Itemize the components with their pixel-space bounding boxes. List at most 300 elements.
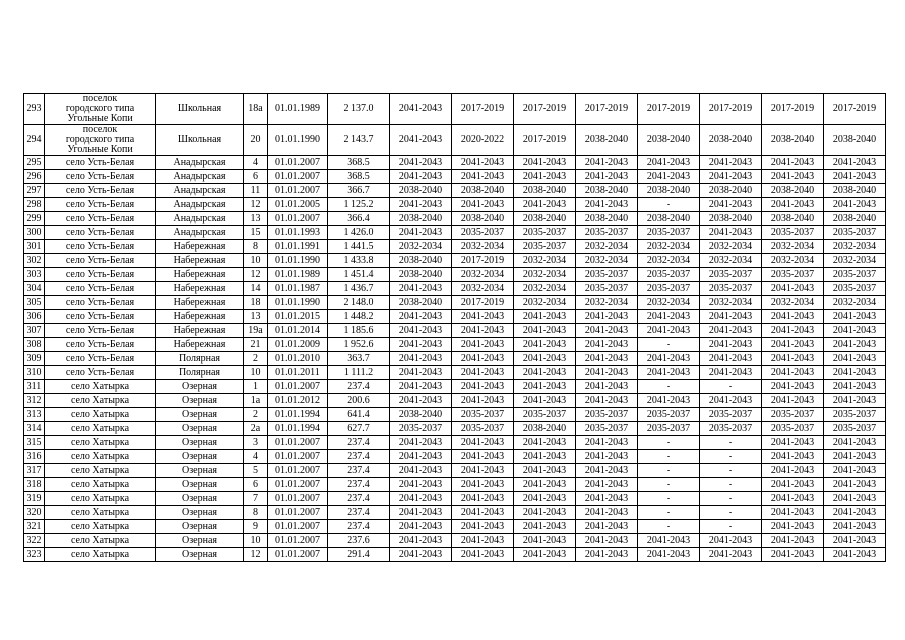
period-4-cell: 2041-2043 (576, 478, 638, 492)
commission-date-cell: 01.01.2009 (268, 338, 328, 352)
row-number-cell: 317 (24, 464, 45, 478)
table-row (24, 240, 886, 254)
period-6-cell: - (700, 506, 762, 520)
row-number-cell: 304 (24, 282, 45, 296)
area-cell: 237.4 (328, 492, 390, 506)
period-7-cell: 2041-2043 (762, 464, 824, 478)
locality-cell: село Усть-Белая (45, 338, 156, 352)
house-number-cell: 7 (244, 492, 268, 506)
period-4-cell: 2035-2037 (576, 268, 638, 282)
period-6-cell: 2041-2043 (700, 338, 762, 352)
row-number-cell: 323 (24, 548, 45, 562)
period-4-cell: 2041-2043 (576, 310, 638, 324)
period-3-cell: 2041-2043 (514, 352, 576, 366)
area-cell: 1 448.2 (328, 310, 390, 324)
table-row (24, 94, 886, 125)
row-number-cell: 294 (24, 125, 45, 156)
commission-date-cell: 01.01.2007 (268, 492, 328, 506)
period-7-cell: 2041-2043 (762, 492, 824, 506)
table-row (24, 268, 886, 282)
period-3-cell: 2041-2043 (514, 492, 576, 506)
period-2-cell: 2041-2043 (452, 198, 514, 212)
period-5-cell: - (638, 198, 700, 212)
street-cell: Озерная (156, 464, 244, 478)
period-8-cell: 2041-2043 (824, 170, 886, 184)
period-5-cell: - (638, 492, 700, 506)
period-5-cell: - (638, 478, 700, 492)
area-cell: 363.7 (328, 352, 390, 366)
period-8-cell: 2032-2034 (824, 240, 886, 254)
period-4-cell: 2041-2043 (576, 352, 638, 366)
period-4-cell: 2041-2043 (576, 198, 638, 212)
period-8-cell: 2041-2043 (824, 352, 886, 366)
period-3-cell: 2035-2037 (514, 226, 576, 240)
street-cell: Набережная (156, 310, 244, 324)
period-3-cell: 2041-2043 (514, 338, 576, 352)
period-7-cell: 2041-2043 (762, 506, 824, 520)
table-row (24, 125, 886, 156)
street-cell: Анадырская (156, 170, 244, 184)
period-8-cell: 2017-2019 (824, 94, 886, 125)
period-5-cell: 2035-2037 (638, 282, 700, 296)
table-row (24, 478, 886, 492)
house-number-cell: 18 (244, 296, 268, 310)
period-3-cell: 2041-2043 (514, 534, 576, 548)
house-number-cell: 11 (244, 184, 268, 198)
locality-cell: село Усть-Белая (45, 198, 156, 212)
house-number-cell: 12 (244, 198, 268, 212)
street-cell: Набережная (156, 338, 244, 352)
period-8-cell: 2041-2043 (824, 506, 886, 520)
row-number-cell: 302 (24, 254, 45, 268)
locality-cell: село Хатырка (45, 408, 156, 422)
house-number-cell: 21 (244, 338, 268, 352)
period-5-cell: 2041-2043 (638, 170, 700, 184)
locality-cell: село Усть-Белая (45, 170, 156, 184)
period-2-cell: 2041-2043 (452, 366, 514, 380)
period-7-cell: 2035-2037 (762, 422, 824, 436)
locality-cell: село Хатырка (45, 548, 156, 562)
period-2-cell: 2017-2019 (452, 94, 514, 125)
locality-cell: село Усть-Белая (45, 254, 156, 268)
commission-date-cell: 01.01.2014 (268, 324, 328, 338)
commission-date-cell: 01.01.2007 (268, 450, 328, 464)
period-8-cell: 2035-2037 (824, 422, 886, 436)
period-6-cell: 2041-2043 (700, 548, 762, 562)
street-cell: Озерная (156, 450, 244, 464)
period-4-cell: 2041-2043 (576, 366, 638, 380)
period-1-cell: 2041-2043 (390, 380, 452, 394)
period-3-cell: 2038-2040 (514, 422, 576, 436)
commission-date-cell: 01.01.2010 (268, 352, 328, 366)
house-number-cell: 8 (244, 240, 268, 254)
row-number-cell: 308 (24, 338, 45, 352)
commission-date-cell: 01.01.1987 (268, 282, 328, 296)
house-number-cell: 4 (244, 156, 268, 170)
period-5-cell: 2038-2040 (638, 212, 700, 226)
row-number-cell: 295 (24, 156, 45, 170)
locality-cell: село Усть-Белая (45, 184, 156, 198)
table-row (24, 450, 886, 464)
table-row (24, 394, 886, 408)
period-2-cell: 2041-2043 (452, 380, 514, 394)
commission-date-cell: 01.01.2007 (268, 212, 328, 226)
period-6-cell: 2041-2043 (700, 156, 762, 170)
locality-cell: село Хатырка (45, 492, 156, 506)
house-number-cell: 2 (244, 408, 268, 422)
period-3-cell: 2035-2037 (514, 408, 576, 422)
period-7-cell: 2041-2043 (762, 198, 824, 212)
street-cell: Школьная (156, 125, 244, 156)
period-7-cell: 2041-2043 (762, 170, 824, 184)
period-1-cell: 2041-2043 (390, 366, 452, 380)
table-row (24, 254, 886, 268)
period-2-cell: 2041-2043 (452, 394, 514, 408)
house-number-cell: 8 (244, 506, 268, 520)
area-cell: 1 426.0 (328, 226, 390, 240)
row-number-cell: 322 (24, 534, 45, 548)
period-1-cell: 2041-2043 (390, 548, 452, 562)
period-7-cell: 2038-2040 (762, 184, 824, 198)
table-row (24, 520, 886, 534)
period-8-cell: 2032-2034 (824, 296, 886, 310)
period-5-cell: 2032-2034 (638, 240, 700, 254)
table-row (24, 296, 886, 310)
street-cell: Озерная (156, 548, 244, 562)
table-row (24, 548, 886, 562)
period-2-cell: 2020-2022 (452, 125, 514, 156)
period-3-cell: 2041-2043 (514, 324, 576, 338)
period-7-cell: 2017-2019 (762, 94, 824, 125)
house-number-cell: 2 (244, 352, 268, 366)
period-2-cell: 2035-2037 (452, 226, 514, 240)
period-6-cell: 2035-2037 (700, 282, 762, 296)
commission-date-cell: 01.01.2007 (268, 170, 328, 184)
period-5-cell: 2041-2043 (638, 548, 700, 562)
period-4-cell: 2041-2043 (576, 156, 638, 170)
house-number-cell: 15 (244, 226, 268, 240)
period-4-cell: 2035-2037 (576, 282, 638, 296)
period-3-cell: 2041-2043 (514, 394, 576, 408)
period-7-cell: 2041-2043 (762, 450, 824, 464)
commission-date-cell: 01.01.2007 (268, 156, 328, 170)
period-5-cell: - (638, 338, 700, 352)
period-5-cell: - (638, 464, 700, 478)
period-6-cell: 2035-2037 (700, 422, 762, 436)
period-8-cell: 2035-2037 (824, 226, 886, 240)
house-number-cell: 2а (244, 422, 268, 436)
row-number-cell: 305 (24, 296, 45, 310)
area-cell: 366.7 (328, 184, 390, 198)
table-row (24, 310, 886, 324)
table-row (24, 422, 886, 436)
period-5-cell: 2032-2034 (638, 254, 700, 268)
house-number-cell: 4 (244, 450, 268, 464)
street-cell: Озерная (156, 422, 244, 436)
period-1-cell: 2041-2043 (390, 394, 452, 408)
street-cell: Набережная (156, 282, 244, 296)
commission-date-cell: 01.01.2007 (268, 436, 328, 450)
area-cell: 368.5 (328, 170, 390, 184)
row-number-cell: 300 (24, 226, 45, 240)
period-7-cell: 2032-2034 (762, 254, 824, 268)
row-number-cell: 320 (24, 506, 45, 520)
period-6-cell: 2041-2043 (700, 534, 762, 548)
period-4-cell: 2041-2043 (576, 548, 638, 562)
locality-cell: село Усть-Белая (45, 226, 156, 240)
locality-line: поселок (82, 124, 118, 135)
period-3-cell: 2017-2019 (514, 94, 576, 125)
period-8-cell: 2041-2043 (824, 450, 886, 464)
locality-cell: село Хатырка (45, 534, 156, 548)
period-2-cell: 2041-2043 (452, 338, 514, 352)
period-1-cell: 2041-2043 (390, 338, 452, 352)
commission-date-cell: 01.01.2005 (268, 198, 328, 212)
period-5-cell: 2041-2043 (638, 534, 700, 548)
house-number-cell: 14 (244, 282, 268, 296)
area-cell: 2 143.7 (328, 125, 390, 156)
locality-cell: село Хатырка (45, 436, 156, 450)
period-2-cell: 2032-2034 (452, 282, 514, 296)
table-row (24, 212, 886, 226)
row-number-cell: 311 (24, 380, 45, 394)
period-7-cell: 2041-2043 (762, 324, 824, 338)
table-body (24, 94, 886, 562)
period-6-cell: 2041-2043 (700, 366, 762, 380)
row-number-cell: 303 (24, 268, 45, 282)
locality-cell: село Хатырка (45, 422, 156, 436)
period-1-cell: 2038-2040 (390, 268, 452, 282)
area-cell: 237.4 (328, 520, 390, 534)
period-7-cell: 2041-2043 (762, 548, 824, 562)
period-4-cell: 2041-2043 (576, 324, 638, 338)
period-6-cell: - (700, 520, 762, 534)
street-cell: Полярная (156, 352, 244, 366)
period-4-cell: 2035-2037 (576, 422, 638, 436)
period-4-cell: 2035-2037 (576, 408, 638, 422)
street-cell: Озерная (156, 478, 244, 492)
area-cell: 641.4 (328, 408, 390, 422)
row-number-cell: 315 (24, 436, 45, 450)
period-3-cell: 2041-2043 (514, 548, 576, 562)
period-6-cell: 2038-2040 (700, 125, 762, 156)
period-3-cell: 2038-2040 (514, 212, 576, 226)
period-1-cell: 2038-2040 (390, 296, 452, 310)
period-5-cell: - (638, 450, 700, 464)
street-cell: Озерная (156, 534, 244, 548)
period-1-cell: 2041-2043 (390, 156, 452, 170)
commission-date-cell: 01.01.1989 (268, 268, 328, 282)
period-2-cell: 2041-2043 (452, 506, 514, 520)
street-cell: Озерная (156, 520, 244, 534)
period-2-cell: 2038-2040 (452, 212, 514, 226)
period-1-cell: 2041-2043 (390, 324, 452, 338)
table-row (24, 226, 886, 240)
locality-cell: село Хатырка (45, 380, 156, 394)
area-cell: 237.4 (328, 464, 390, 478)
period-8-cell: 2041-2043 (824, 310, 886, 324)
locality-cell: село Хатырка (45, 506, 156, 520)
period-4-cell: 2041-2043 (576, 436, 638, 450)
period-3-cell: 2041-2043 (514, 478, 576, 492)
street-cell: Набережная (156, 296, 244, 310)
period-6-cell: 2041-2043 (700, 226, 762, 240)
house-number-cell: 12 (244, 548, 268, 562)
period-6-cell: - (700, 464, 762, 478)
housing-repair-schedule-table (23, 93, 886, 562)
locality-cell: село Хатырка (45, 478, 156, 492)
period-1-cell: 2041-2043 (390, 520, 452, 534)
period-3-cell: 2041-2043 (514, 506, 576, 520)
period-2-cell: 2041-2043 (452, 170, 514, 184)
period-3-cell: 2041-2043 (514, 366, 576, 380)
house-number-cell: 1 (244, 380, 268, 394)
area-cell: 1 451.4 (328, 268, 390, 282)
period-6-cell: 2017-2019 (700, 94, 762, 125)
row-number-cell: 309 (24, 352, 45, 366)
period-8-cell: 2041-2043 (824, 338, 886, 352)
period-4-cell: 2032-2034 (576, 240, 638, 254)
period-6-cell: 2032-2034 (700, 254, 762, 268)
period-5-cell: 2041-2043 (638, 352, 700, 366)
period-7-cell: 2041-2043 (762, 282, 824, 296)
locality-cell: село Усть-Белая (45, 240, 156, 254)
period-5-cell: - (638, 506, 700, 520)
area-cell: 237.4 (328, 450, 390, 464)
period-6-cell: 2032-2034 (700, 296, 762, 310)
period-4-cell: 2038-2040 (576, 125, 638, 156)
locality-cell: село Усть-Белая (45, 366, 156, 380)
row-number-cell: 296 (24, 170, 45, 184)
row-number-cell: 314 (24, 422, 45, 436)
row-number-cell: 318 (24, 478, 45, 492)
house-number-cell: 6 (244, 478, 268, 492)
period-4-cell: 2017-2019 (576, 94, 638, 125)
commission-date-cell: 01.01.2007 (268, 464, 328, 478)
commission-date-cell: 01.01.2007 (268, 534, 328, 548)
period-4-cell: 2038-2040 (576, 212, 638, 226)
period-3-cell: 2041-2043 (514, 310, 576, 324)
row-number-cell: 301 (24, 240, 45, 254)
period-7-cell: 2041-2043 (762, 478, 824, 492)
street-cell: Озерная (156, 492, 244, 506)
commission-date-cell: 01.01.1990 (268, 296, 328, 310)
period-6-cell: - (700, 450, 762, 464)
period-6-cell: - (700, 492, 762, 506)
period-1-cell: 2041-2043 (390, 310, 452, 324)
period-2-cell: 2038-2040 (452, 184, 514, 198)
table-row (24, 338, 886, 352)
table-row (24, 464, 886, 478)
period-1-cell: 2041-2043 (390, 492, 452, 506)
period-4-cell: 2041-2043 (576, 394, 638, 408)
period-2-cell: 2032-2034 (452, 268, 514, 282)
locality-cell: село Усть-Белая (45, 352, 156, 366)
period-8-cell: 2041-2043 (824, 548, 886, 562)
house-number-cell: 6 (244, 170, 268, 184)
period-1-cell: 2038-2040 (390, 212, 452, 226)
area-cell: 237.4 (328, 380, 390, 394)
period-5-cell: 2032-2034 (638, 296, 700, 310)
table-row (24, 198, 886, 212)
period-7-cell: 2041-2043 (762, 436, 824, 450)
table-row (24, 184, 886, 198)
street-cell: Набережная (156, 254, 244, 268)
street-cell: Полярная (156, 366, 244, 380)
row-number-cell: 297 (24, 184, 45, 198)
period-7-cell: 2041-2043 (762, 380, 824, 394)
period-6-cell: 2032-2034 (700, 240, 762, 254)
area-cell: 291.4 (328, 548, 390, 562)
period-8-cell: 2035-2037 (824, 408, 886, 422)
period-5-cell: - (638, 380, 700, 394)
street-cell: Анадырская (156, 184, 244, 198)
locality-cell: село Хатырка (45, 520, 156, 534)
period-1-cell: 2041-2043 (390, 125, 452, 156)
period-2-cell: 2035-2037 (452, 422, 514, 436)
period-8-cell: 2041-2043 (824, 380, 886, 394)
period-6-cell: 2041-2043 (700, 310, 762, 324)
table-row (24, 506, 886, 520)
locality-cell: село Усть-Белая (45, 296, 156, 310)
row-number-cell: 310 (24, 366, 45, 380)
locality-cell: село Усть-Белая (45, 156, 156, 170)
area-cell: 368.5 (328, 156, 390, 170)
table-row (24, 366, 886, 380)
area-cell: 1 436.7 (328, 282, 390, 296)
locality-cell: село Хатырка (45, 464, 156, 478)
period-4-cell: 2041-2043 (576, 520, 638, 534)
period-8-cell: 2041-2043 (824, 464, 886, 478)
period-2-cell: 2041-2043 (452, 478, 514, 492)
period-4-cell: 2032-2034 (576, 296, 638, 310)
area-cell: 237.4 (328, 436, 390, 450)
period-1-cell: 2041-2043 (390, 534, 452, 548)
table-row (24, 534, 886, 548)
area-cell: 366.4 (328, 212, 390, 226)
house-number-cell: 3 (244, 436, 268, 450)
period-8-cell: 2041-2043 (824, 394, 886, 408)
period-5-cell: 2041-2043 (638, 366, 700, 380)
house-number-cell: 20 (244, 125, 268, 156)
period-6-cell: - (700, 478, 762, 492)
period-1-cell: 2041-2043 (390, 198, 452, 212)
row-number-cell: 312 (24, 394, 45, 408)
commission-date-cell: 01.01.1990 (268, 254, 328, 268)
period-2-cell: 2035-2037 (452, 408, 514, 422)
commission-date-cell: 01.01.2007 (268, 506, 328, 520)
period-5-cell: 2041-2043 (638, 394, 700, 408)
row-number-cell: 306 (24, 310, 45, 324)
period-5-cell: - (638, 436, 700, 450)
period-3-cell: 2032-2034 (514, 296, 576, 310)
street-cell: Анадырская (156, 156, 244, 170)
table-row (24, 324, 886, 338)
period-4-cell: 2041-2043 (576, 170, 638, 184)
period-2-cell: 2017-2019 (452, 296, 514, 310)
row-number-cell: 316 (24, 450, 45, 464)
period-1-cell: 2035-2037 (390, 422, 452, 436)
period-4-cell: 2038-2040 (576, 184, 638, 198)
street-cell: Анадырская (156, 226, 244, 240)
area-cell: 627.7 (328, 422, 390, 436)
period-1-cell: 2041-2043 (390, 170, 452, 184)
period-1-cell: 2038-2040 (390, 408, 452, 422)
period-8-cell: 2041-2043 (824, 198, 886, 212)
period-5-cell: 2041-2043 (638, 310, 700, 324)
period-6-cell: 2041-2043 (700, 352, 762, 366)
period-7-cell: 2041-2043 (762, 394, 824, 408)
